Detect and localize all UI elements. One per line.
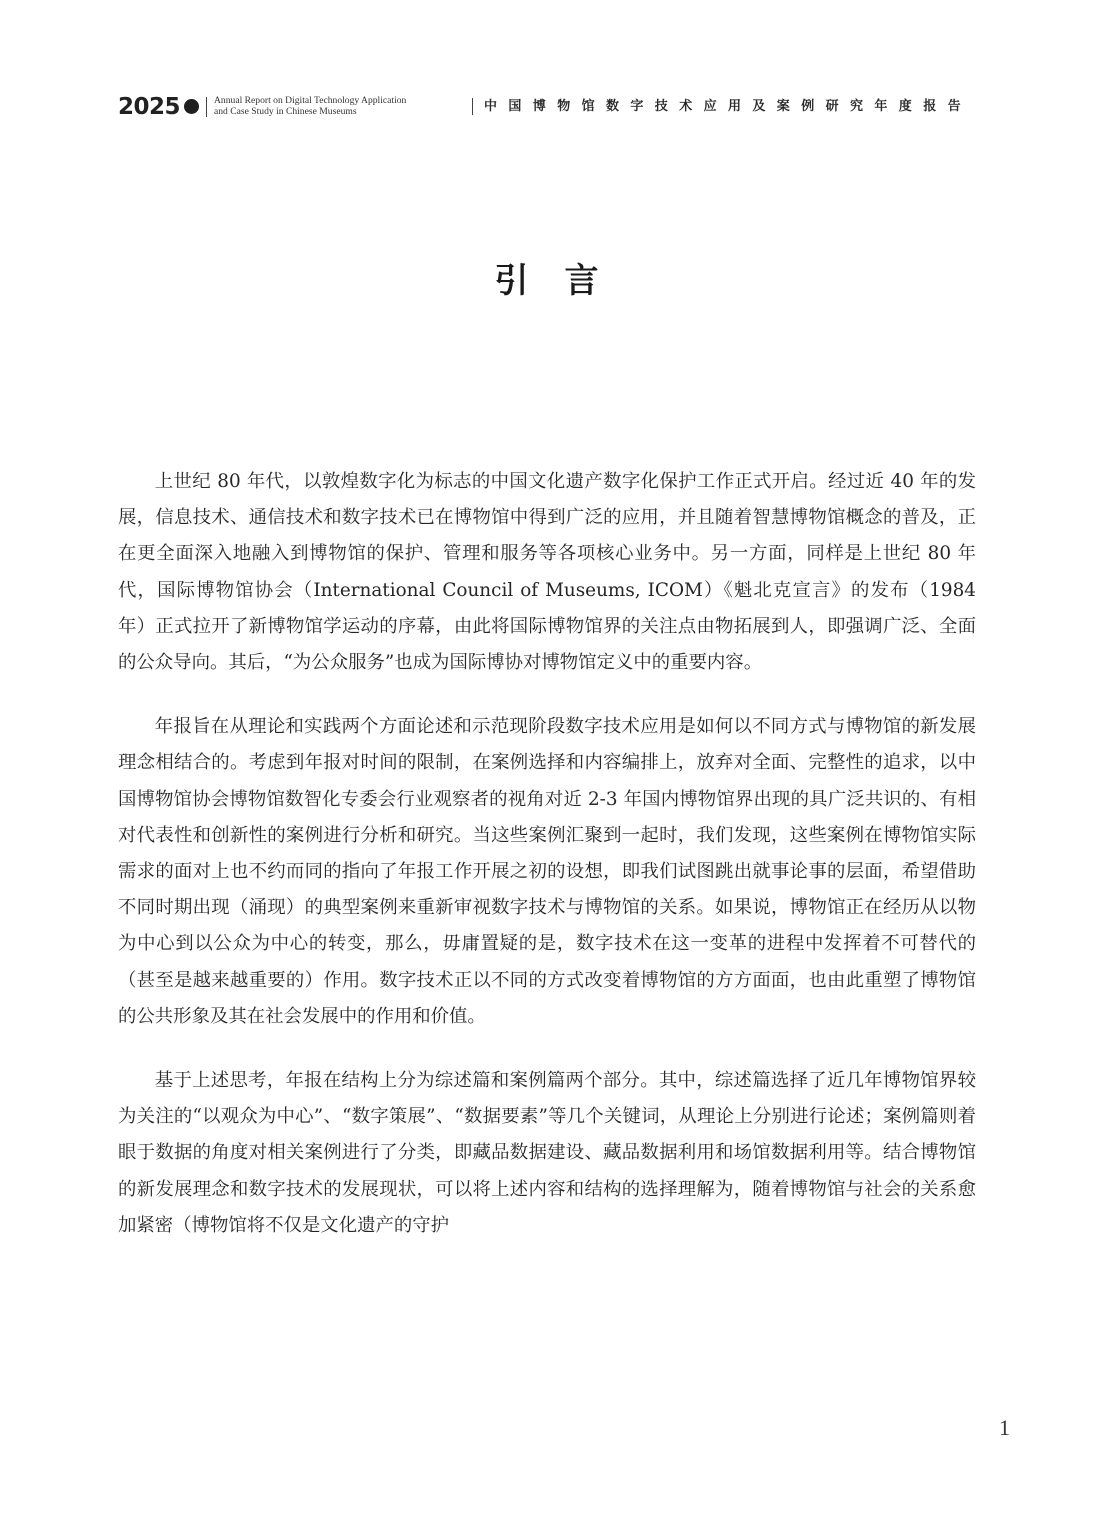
running-header: [118, 94, 976, 124]
page-title: 引言: [494, 260, 635, 301]
header-divider: [206, 97, 207, 117]
header-divider: [472, 98, 473, 115]
black-dot-icon: [184, 99, 199, 114]
paragraph: 年报旨在从理论和实践两个方面论述和示范现阶段数字技术应用是如何以不同方式与博物馆的新发展理念相结合的。考虑到年报对时间的限制，在案例选择和内容编排上，放弃对全面、完整性的追求，以中国博物馆协会博物馆数智化专委会行业观察者的视角对近 2-3 年国内博物馆界出现的具广泛共识的、有相对代表性和创新性的案例进行分析和研究。当这些案例汇聚到一起时，我们发现，这些案例在博物馆实际需求的面对上也不约而同的指向了年报工作开展之初的设想，即我们试图跳出就事论事的层面，希望借助不同时期出现（涌现）的典型案例来重新审视数字技术与博物馆的关系。如果说，博物馆正在经历从以物为中心到以公众为中心的转变，那么，毋庸置疑的是，数字技术在这一变革的进程中发挥着不可替代的（甚至是越来越重要的）作用。数字技术正以不同的方式改变着博物馆的方方面面，也由此重塑了博物馆的公共形象及其在社会发展中的作用和价值。: [118, 716, 976, 1027]
body-text: [118, 464, 976, 1272]
paragraph: 上世纪 80 年代，以敦煌数字化为标志的中国文化遗产数字化保护工作正式开启。经过近 40 年的发展，信息技术、通信技术和数字技术已在博物馆中得到广泛的应用，并且随着智慧博物馆概念的普及，正在更全面深入地融入到博物馆的保护、管理和服务等各项核心业务中。另一方面，同样是上世纪 80 年代，国际博物馆协会（International Council of Museums, ICOM）《魁北克宣言》的发布（1984 年）正式拉开了新博物馆学运动的序幕，由此将国际博物馆界的关注点由物拓展到人，即强调广泛、全面的公众导向。其后，“为公众服务”也成为国际博协对博物馆定义中的重要内容。: [118, 471, 976, 674]
paragraph: 基于上述思考，年报在结构上分为综述篇和案例篇两个部分。其中，综述篇选择了近几年博物馆界较为关注的“以观众为中心”、“数字策展”、“数据要素”等几个关键词，从理论上分别进行论述；案例篇则着眼于数据的角度对相关案例进行了分类，即藏品数据建设、藏品数据利用和场馆数据利用等。结合博物馆的新发展理念和数字技术的发展现状，可以将上述内容和结构的选择理解为，随着博物馆与社会的关系愈加紧密（博物馆将不仅是文化遗产的守护: [118, 1070, 976, 1236]
header-english-line-2: and Case Study in Chinese Museums: [214, 106, 357, 117]
header-chinese-title: 中国博物馆数字技术应用及案例研究年度报告: [484, 99, 973, 114]
page-number: 1: [999, 1415, 1010, 1440]
header-english-subtitle: [214, 95, 474, 117]
header-year: 2025: [118, 94, 181, 120]
header-english-line-1: Annual Report on Digital Technology Application: [214, 95, 407, 106]
